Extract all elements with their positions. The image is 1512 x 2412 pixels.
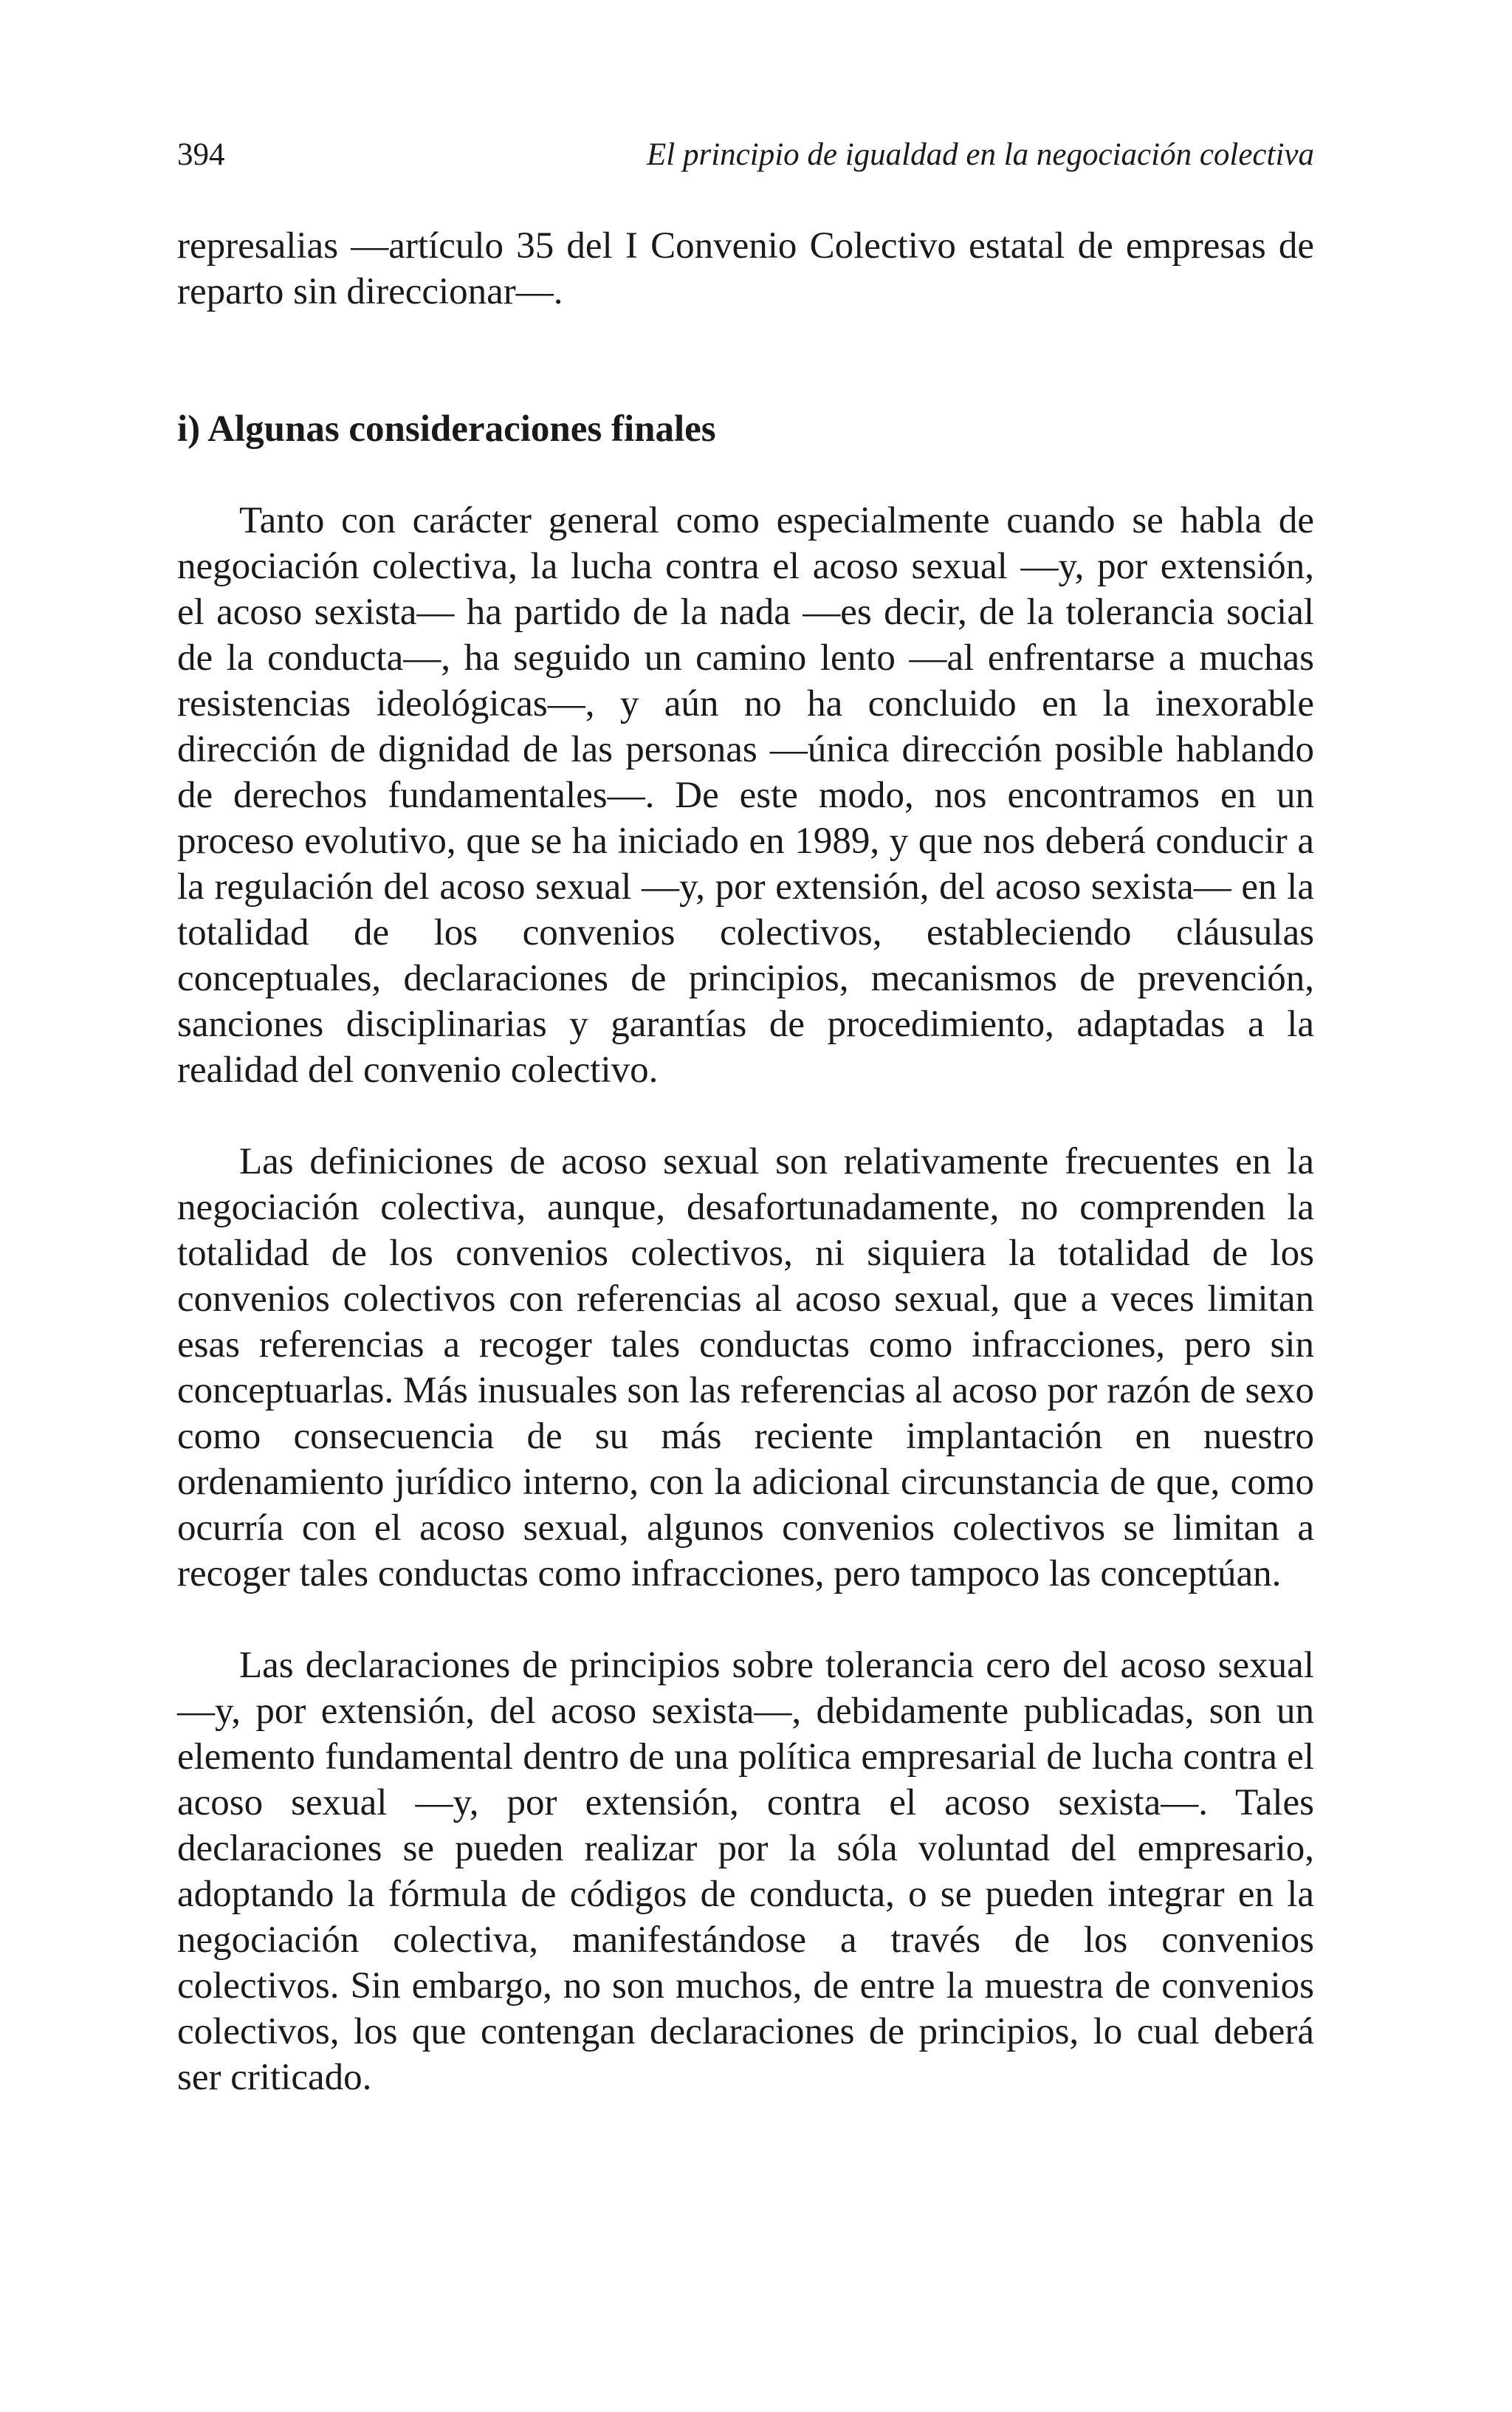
running-title: El principio de igualdad en la negociación colectiva: [647, 137, 1314, 172]
paragraph: Tanto con carácter general como especialmente cuando se habla de negociación colectiva, la lucha contra el acoso sexual —y, por extensión, el acoso sexista— ha partido de la nada —es decir, de la tolerancia social de la conducta—, ha seguido un camino lento —al enfrentarse a muchas resistencias ideológicas—, y aún no ha concluido en la inexorable dirección de dignidad de las personas —única dirección posible hablando de derechos fundamentales—. De este modo, nos encontramos en un proceso evolutivo, que se ha iniciado en 1989, y que nos deberá conducir a la regulación del acoso sexual —y, por extensión, del acoso sexista— en la totalidad de los convenios colectivos, estableciendo cláusulas conceptuales, declaraciones de principios, mecanismos de prevención, sanciones disciplinarias y garantías de procedimiento, adaptadas a la realidad del convenio colectivo.: [177, 500, 1314, 1091]
paragraph: Las declaraciones de principios sobre tolerancia cero del acoso sexual —y, por extensión, del acoso sexista—, debidamente publicadas, son un elemento fundamental dentro de una política empresarial de lucha contra el acoso sexual —y, por extensión, contra el acoso sexista—. Tales declaraciones se pueden realizar por la sóla voluntad del empresario, adoptando la fórmula de códigos de conducta, o se pueden integrar en la negociación colectiva, manifestándose a través de los convenios colectivos. Sin embargo, no son muchos, de entre la muestra de convenios colectivos, los que contengan declaraciones de principios, lo cual deberá ser criticado.: [177, 1645, 1314, 2098]
running-head: [177, 133, 1314, 177]
continuation-paragraph: represalias —artículo 35 del I Convenio Colectivo estatal de empresas de reparto sin direccionar—.: [177, 225, 1314, 312]
page-number: 394: [177, 137, 225, 172]
body-text: [177, 223, 1314, 2146]
section-heading: i) Algunas consideraciones finales: [177, 408, 716, 450]
paragraph: Las definiciones de acoso sexual son relativamente frecuentes en la negociación colectiva, aunque, desafortunadamente, no comprenden la totalidad de los convenios colectivos, ni siquiera la totalidad de los convenios colectivos con referencias al acoso sexual, que a veces limitan esas referencias a recoger tales conductas como infracciones, pero sin conceptuarlas. Más inusuales son las referencias al acoso por razón de sexo como consecuencia de su más reciente implantación en nuestro ordenamiento jurídico interno, con la adicional circunstancia de que, como ocurría con el acoso sexual, algunos convenios colectivos se limitan a recoger tales conductas como infracciones, pero tampoco las conceptúan.: [177, 1141, 1314, 1594]
